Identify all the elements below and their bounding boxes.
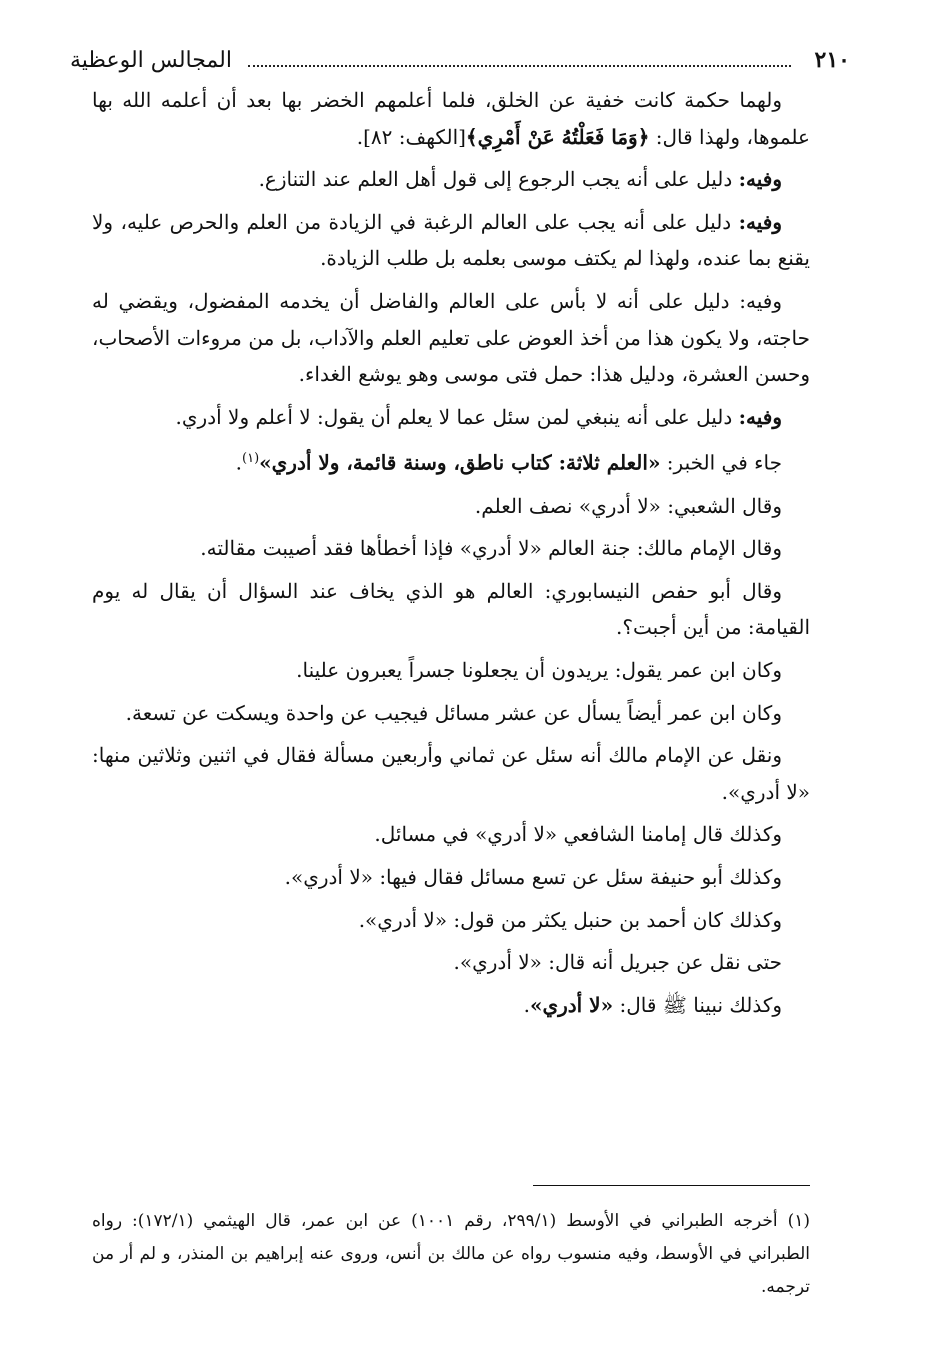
- running-title: المجالس الوعظية: [70, 47, 232, 73]
- paragraph: وفيه: دليل على أنه يجب الرجوع إلى قول أهل العلم عند التنازع.: [258, 167, 782, 192]
- lead-word: وفيه:: [738, 167, 782, 192]
- header-dotted-rule: [248, 65, 791, 67]
- paragraph: ونقل عن الإمام مالك أنه سئل عن ثماني وأربعين مسألة فقال في اثنين وثلاثين منها: «لا أدري».: [92, 743, 810, 804]
- footnote-marker: (١): [242, 451, 260, 467]
- footnote-separator: [533, 1185, 810, 1186]
- page-header: [70, 40, 850, 80]
- lead-word: وفيه:: [738, 404, 782, 429]
- prophet-quote: «لا أدري»: [529, 992, 614, 1017]
- paragraph: وقال الشعبي: «لا أدري» نصف العلم.: [474, 493, 782, 518]
- paragraph: وفيه: دليل على أنه ينبغي لمن سئل عما لا يعلم أن يقول: لا أعلم ولا أدري.: [175, 404, 782, 429]
- paragraph: وكان ابن عمر أيضاً يسأل عن عشر مسائل فيجيب عن واحدة ويسكت عن تسعة.: [125, 700, 782, 725]
- paragraph: وفيه: دليل على أنه لا بأس على العالم والفاضل أن يخدمه المفضول، ويقضي له حاجته، ولا يكون هذا من أخذ العوض على تعليم العلم والآداب، بل من مروءات الأصحاب، وحسن العشرة، ودليل هذا: حمل فتى موسى وهو يوشع الغداء.: [92, 288, 810, 387]
- footnote: [92, 1205, 810, 1304]
- paragraph: وقال الإمام مالك: جنة العالم «لا أدري» فإذا أخطأها فقد أصيبت مقالته.: [200, 536, 782, 561]
- paragraph: حتى نقل عن جبريل أنه قال: «لا أدري».: [453, 950, 782, 975]
- hadith-quote: «العلم ثلاثة: كتاب ناطق، وسنة قائمة، ولا أدري»: [259, 451, 661, 475]
- paragraph: وقال أبو حفص النيسابوري: العالم هو الذي يخاف عند السؤال أن يقال له يوم القيامة: من أين أجبت؟.: [92, 578, 810, 640]
- page-body: [92, 82, 810, 1029]
- paragraph: ولهما حكمة كانت خفية عن الخلق، فلما أعلمهم الخضر بها بعد أن أعلمه الله بها علموها، ولهذا قال: ﴿وَمَا فَعَلْتُهُ عَنْ أَمْرِي﴾[الكهف: ٨٢].: [92, 88, 810, 149]
- paragraph: وكان ابن عمر يقول: يريدون أن يجعلونا جسراً يعبرون علينا.: [296, 657, 782, 682]
- footnote-text: (١) أخرجه الطبراني في الأوسط (٢٩٩/١، رقم ١٠٠١) عن ابن عمر، قال الهيثمي (١٧٢/١): رواه الطبراني في الأوسط، وفيه منسوب رواه عن مالك بن أنس، وروى عنه إبراهيم بن المنذر، و لم أر من ترجمه.: [92, 1211, 811, 1297]
- paragraph: جاء في الخبر: «العلم ثلاثة: كتاب ناطق، وسنة قائمة، ولا أدري»$^{(١)}$.: [235, 451, 782, 475]
- paragraph: وفيه: دليل على أنه يجب على العالم الرغبة في الزيادة من العلم والحرص عليه، ولا يقنع بما عنده، ولهذا لم يكتف موسى بعلمه بل طلب الزيادة.: [92, 209, 810, 271]
- quran-verse: ﴿وَمَا فَعَلْتُهُ عَنْ أَمْرِي﴾: [465, 124, 650, 149]
- paragraph: وكذلك أبو حنيفة سئل عن تسع مسائل فقال فيها: «لا أدري».: [284, 864, 782, 889]
- paragraph: وكذلك نبينا ﷺ قال: «لا أدري».: [523, 992, 782, 1017]
- paragraph: وكذلك قال إمامنا الشافعي «لا أدري» في مسائل.: [374, 822, 782, 847]
- page-number: ٢١٠: [814, 47, 850, 73]
- verse-reference: [الكهف: ٨٢].: [356, 124, 466, 149]
- lead-word: وفيه:: [738, 209, 782, 234]
- paragraph: وكذلك كان أحمد بن حنبل يكثر من قول: «لا أدري».: [358, 907, 782, 932]
